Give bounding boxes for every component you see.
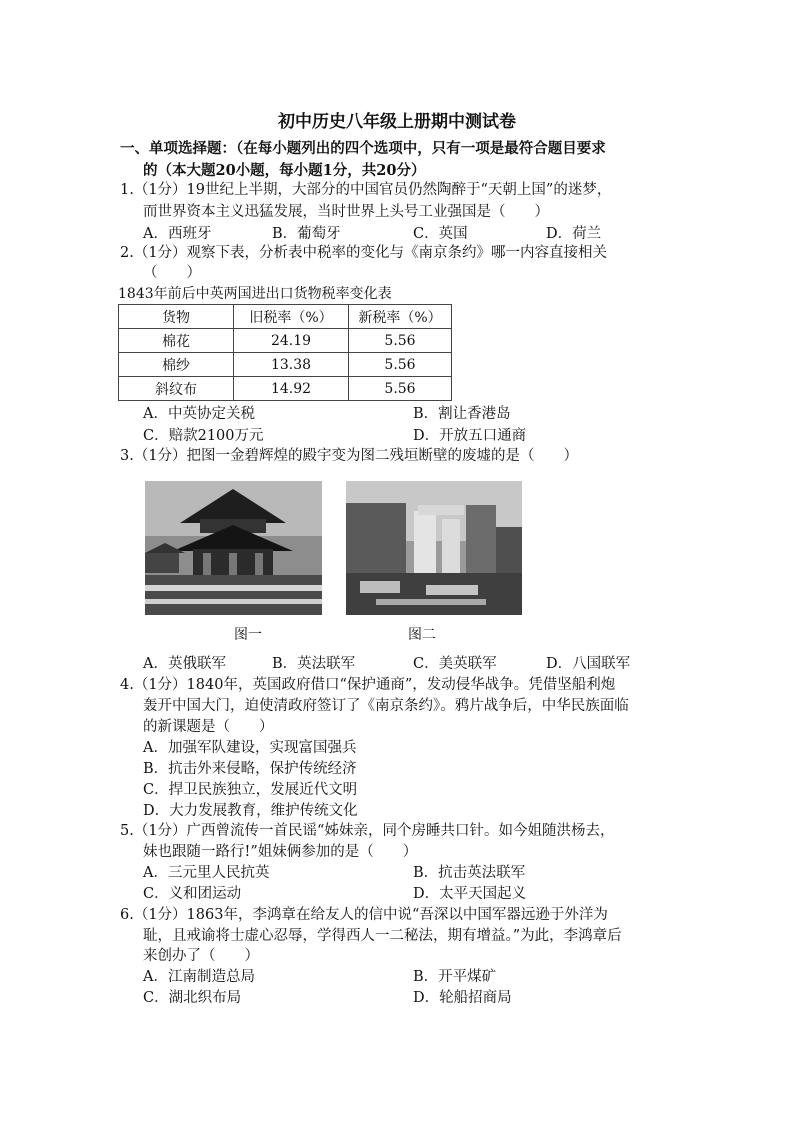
question-2-line1: 2.（1分）观察下表，分析表中税率的变化与《南京条约》哪一内容直接相关 [120, 245, 608, 261]
question-4-option-d: D．大力发展教育，维护传统文化 [143, 803, 358, 819]
ruins-photo [346, 481, 522, 615]
table-cell: 13.38 [234, 353, 349, 377]
table-header-row [119, 305, 452, 329]
question-5-option-c: C．义和团运动 [143, 886, 242, 902]
question-1-line1: 1.（1分）19世纪上半期，大部分的中国官员仍然陶醉于“天朝上国”的迷梦， [120, 182, 612, 198]
table-row [119, 329, 452, 353]
tax-rate-table [118, 304, 452, 401]
question-6-line2: 耻，且戒谕将士虚心忍辱，学得西人一二秘法，期有增益。”为此，李鸿章后 [143, 928, 622, 944]
question-3-option-d: D．八国联军 [546, 656, 631, 672]
question-6-option-b: B．开平煤矿 [413, 969, 497, 985]
table-cell: 5.56 [349, 377, 452, 401]
table-cell: 棉花 [119, 329, 234, 353]
page-title: 初中历史八年级上册期中测试卷 [278, 112, 516, 132]
question-4-line1: 4.（1分）1840年，英国政府借口“保护通商”，发动侵华战争。凭借坚船利炮 [120, 677, 616, 693]
figure-2-caption: 图二 [408, 627, 436, 643]
table-cell: 斜纹布 [119, 377, 234, 401]
table-cell: 14.92 [234, 377, 349, 401]
question-3-option-b: B．英法联军 [272, 656, 356, 672]
question-1-option-d: D．荷兰 [546, 226, 602, 242]
question-5-option-a: A．三元里人民抗英 [143, 865, 270, 881]
table-cell: 5.56 [349, 353, 452, 377]
palace-photo [145, 481, 322, 615]
question-4-line3: 的新课题是（ ） [143, 719, 274, 735]
table-cell: 5.56 [349, 329, 452, 353]
question-4-line2: 轰开中国大门，迫使清政府签订了《南京条约》。鸦片战争后，中华民族面临 [143, 698, 629, 714]
table-header: 旧税率（%） [234, 305, 349, 329]
question-6-line3: 来创办了（ ） [143, 948, 259, 964]
question-2-option-b: B．割让香港岛 [413, 406, 511, 422]
question-3-option-a: A．英俄联军 [143, 656, 226, 672]
question-5-line1: 5.（1分）广西曾流传一首民谣“姊妹亲，同个房睡共口针。如今姐随洪杨去， [120, 823, 615, 839]
question-2-option-d: D．开放五口通商 [413, 428, 527, 444]
question-1-line2: 而世界资本主义迅猛发展，当时世界上头号工业强国是（ ） [143, 204, 549, 220]
question-2-option-a: A．中英协定关税 [143, 406, 255, 422]
question-6-option-d: D．轮船招商局 [413, 990, 512, 1006]
table-row [119, 353, 452, 377]
question-4-option-c: C．捍卫民族独立，发展近代文明 [143, 782, 358, 798]
question-3-line1: 3.（1分）把图一金碧辉煌的殿宇变为图二残垣断壁的废墟的是（ ） [120, 448, 579, 464]
question-3-option-c: C．美英联军 [413, 656, 497, 672]
question-6-option-c: C．湖北织布局 [143, 990, 242, 1006]
question-1-option-b: B．葡萄牙 [272, 226, 341, 242]
question-2-line2: （ ） [143, 265, 201, 281]
question-5-line2: 妹也跟随一路行!”姐妹俩参加的是（ ） [143, 844, 418, 860]
section-heading-line1: 一、单项选择题：（在每小题列出的四个选项中，只有一项是最符合题目要求 [120, 140, 606, 157]
question-4-option-b: B．抗击外来侵略，保护传统经济 [143, 761, 357, 777]
question-6-option-a: A．江南制造总局 [143, 969, 255, 985]
table-cell: 棉纱 [119, 353, 234, 377]
table-header: 货物 [119, 305, 234, 329]
section-heading-line2: 的（本大题20小题，每小题1分，共20分） [143, 162, 426, 179]
figure-1-caption: 图一 [234, 627, 262, 643]
table-header: 新税率（%） [349, 305, 452, 329]
question-6-line1: 6.（1分）1863年，李鸿章在给友人的信中说“吾深以中国军器远逊于外洋为 [120, 907, 608, 923]
question-5-option-d: D．太平天国起义 [413, 886, 527, 902]
table-title: 1843年前后中英两国进出口货物税率变化表 [118, 286, 392, 302]
question-2-option-c: C．赔款2100万元 [143, 428, 264, 444]
table-cell: 24.19 [234, 329, 349, 353]
question-1-option-c: C．英国 [413, 226, 468, 242]
question-4-option-a: A．加强军队建设，实现富国强兵 [143, 740, 357, 756]
question-1-option-a: A．西班牙 [143, 226, 212, 242]
table-row [119, 377, 452, 401]
question-5-option-b: B．抗击英法联军 [413, 865, 526, 881]
